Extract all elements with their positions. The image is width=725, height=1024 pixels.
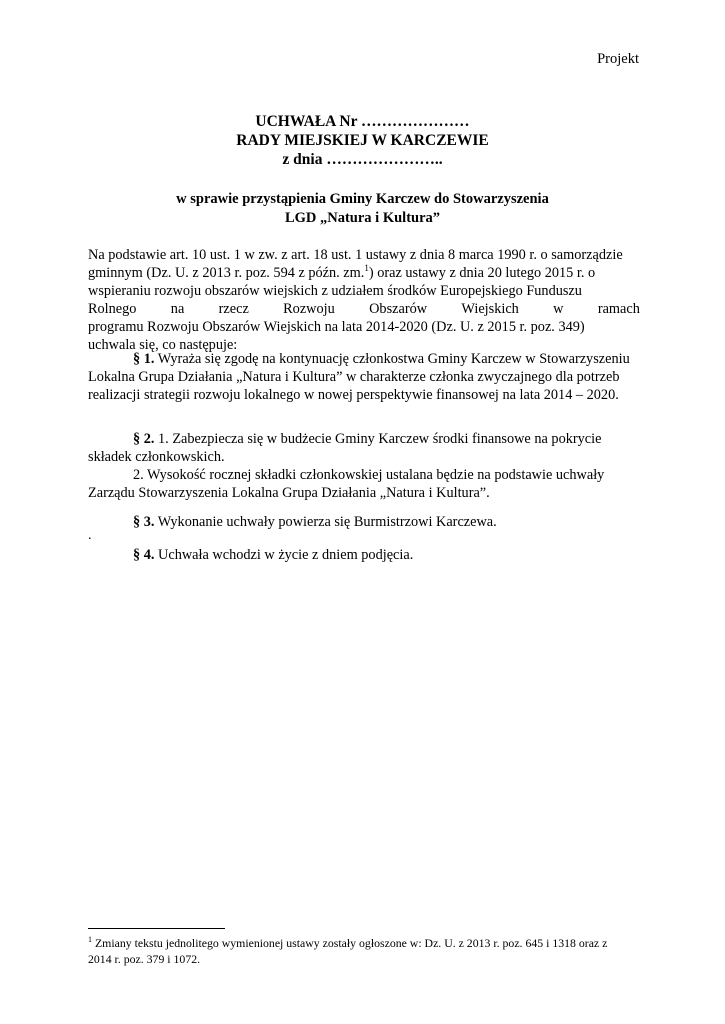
paragraph-2 <box>88 430 640 502</box>
paragraph-label: § 3. <box>133 514 155 530</box>
footnote-line: 2014 r. poz. 379 i 1072. <box>88 951 201 966</box>
intro-line-part <box>88 264 595 282</box>
footnote-ref: 1 <box>364 263 369 274</box>
intro-line <box>88 264 640 282</box>
intro-word: Rozwoju <box>283 301 335 317</box>
intro-line: programu Rozwoju Obszarów Wiejskich na lata 2014-2020 (Dz. U. z 2015 r. poz. 349) <box>88 319 585 335</box>
paragraph-line: realizacji strategii rozwoju lokalnego w nowej perspektywie finansowej na lata 2014 – 2020. <box>88 387 619 403</box>
intro-line: Na podstawie art. 10 ust. 1 w zw. z art. 18 ust. 1 ustawy z dnia 8 marca 1990 r. o samorządzie <box>88 247 623 263</box>
intro-word: Obszarów <box>369 301 428 317</box>
paragraph-line <box>88 546 640 564</box>
council-name: RADY MIEJSKIEJ W KARCZEWIE <box>236 132 489 149</box>
paragraph-line <box>88 513 640 531</box>
paragraph-text: Wykonanie uchwały powierza się Burmistrzowi Karczewa. <box>154 514 497 530</box>
stray-dot: . <box>88 528 92 543</box>
paragraph-text: Wyraża się zgodę na kontynuację członkostwa Gminy Karczew w Stowarzyszeniu <box>154 351 630 367</box>
footnote <box>88 936 640 967</box>
intro-line-spread <box>88 300 640 318</box>
resolution-date: z dnia ………………….. <box>282 151 443 168</box>
paragraph-4 <box>88 546 640 564</box>
paragraph-label: § 4. <box>133 547 155 563</box>
footnote-text: Zmiany tekstu jednolitego wymienionej ustawy zostały ogłoszone w: Dz. U. z 2013 r. poz. 645 i 1318 oraz z <box>92 936 608 950</box>
paragraph-text: 1. Zabezpiecza się w budżecie Gminy Karczew środki finansowe na pokrycie <box>154 431 602 447</box>
intro-word: Rolnego <box>88 301 137 317</box>
footnote-line <box>88 936 640 952</box>
intro-line-text: ) oraz ustawy z dnia 20 lutego 2015 r. o <box>368 265 596 281</box>
footnote-separator <box>88 928 225 929</box>
resolution-number: UCHWAŁA Nr ………………… <box>255 113 470 130</box>
paragraph-label: § 2. <box>133 431 155 447</box>
paragraph-line: składek członkowskich. <box>88 449 225 465</box>
paragraph-3 <box>88 513 640 531</box>
legal-basis-paragraph <box>88 246 640 354</box>
intro-line: wspieraniu rozwoju obszarów wiejskich z udziałem środków Europejskiego Funduszu <box>88 283 582 299</box>
paragraph-line: Lokalna Grupa Działania „Natura i Kultura” w charakterze członka zwyczajnego dla potrzeb <box>88 369 620 385</box>
paragraph-1 <box>88 350 640 404</box>
intro-line-text: gminnym (Dz. U. z 2013 r. poz. 594 z późn. zm. <box>88 265 365 281</box>
paragraph-label: § 1. <box>133 351 155 367</box>
intro-word: Wiejskich <box>461 301 519 317</box>
subject-line-2: LGD „Natura i Kultura” <box>284 210 441 226</box>
draft-label: Projekt <box>597 51 639 67</box>
intro-word: rzecz <box>218 301 249 317</box>
paragraph-text: Uchwała wchodzi w życie z dniem podjęcia. <box>154 547 414 563</box>
intro-word: ramach <box>597 301 640 317</box>
paragraph-line <box>88 350 640 368</box>
intro-word: na <box>170 301 185 317</box>
intro-line: uchwala się, co następuje: <box>88 337 238 353</box>
intro-word: w <box>553 301 564 317</box>
subject-line-1: w sprawie przystąpienia Gminy Karczew do Stowarzyszenia <box>176 191 549 207</box>
paragraph-line: 2. Wysokość rocznej składki członkowskiej ustalana będzie na podstawie uchwały <box>133 467 605 483</box>
paragraph-line: Zarządu Stowarzyszenia Lokalna Grupa Działania „Natura i Kultura”. <box>88 485 490 501</box>
footnote-mark: 1 <box>88 935 92 945</box>
paragraph-line <box>88 430 640 448</box>
